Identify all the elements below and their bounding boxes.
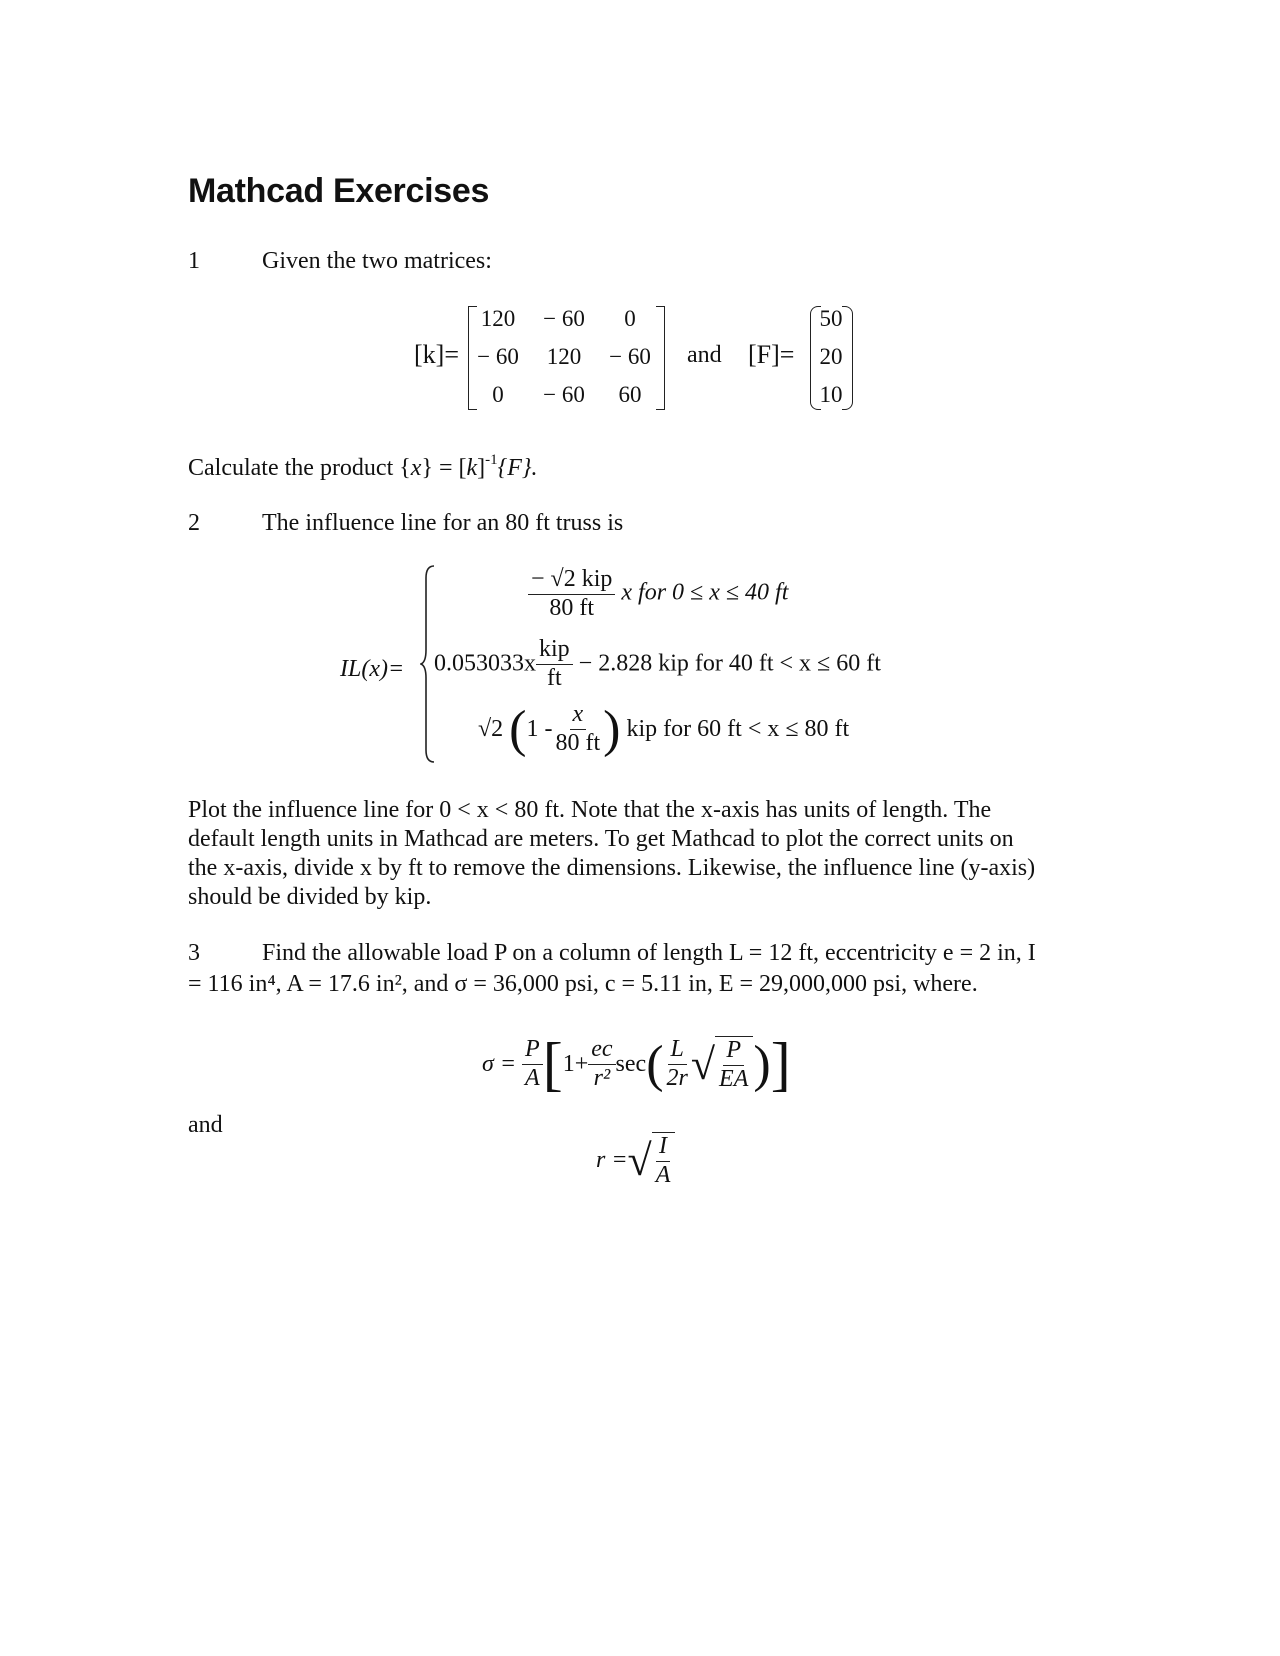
f-cell-r1: 50 [819,306,843,331]
calc-text-mid: } = [ [421,455,467,481]
case-3: √2 (1 - $\frac{x}{80 ft}$ ) kip for 60 ft < x ≤ 80 ft [478,701,850,758]
case-3-denominator: 80 ft [555,730,601,756]
paragraph-line-3: the x-axis, divide x by ft to remove the dimensions. Likewise, the influence line (y-axis) [188,855,1036,881]
eq-L: L [668,1036,687,1065]
k-label: [k]= [414,340,459,369]
calc-text-close: ] [477,455,486,481]
eq-EA: EA [719,1065,749,1092]
k-cell-r2-c1: − 60 [477,344,519,369]
eq-one-plus: 1+ [562,1051,589,1077]
eq-ec: ec [588,1036,615,1065]
sigma-equation: σ = $\frac{P}{A}$ [1+ $\frac{ec}{\text{r²}}$ sec( $\frac{L}{2r}$ √ $\frac{P}{EA}$ )] [482,1031,791,1097]
exercise-3-line-2: = 116 in⁴, A = 17.6 in², and σ = 36,000 psi, c = 5.11 in, E = 29,000,000 psi, where. [188,971,978,997]
exercise-1-number: 1 [188,248,200,274]
eq-sigma: σ = [482,1051,517,1077]
paragraph-line-1: Plot the influence line for 0 < x < 80 ft. Note that the x-axis has units of length. The [188,797,992,823]
eq-r: r = [596,1147,628,1174]
calc-text-prefix: Calculate the product { [188,455,411,481]
k-cell-r1-c2: − 60 [543,306,585,331]
case-2-condition: − 2.828 kip for 40 ft < x ≤ 60 ft [578,650,881,677]
k-cell-r3-c2: − 60 [543,382,585,407]
case-3-condition: kip for 60 ft < x ≤ 80 ft [626,716,850,742]
case-1 [528,566,788,622]
k-cell-r2-c2: 120 [546,344,582,369]
exercise-2-text: The influence line for an 80 ft truss is [262,510,624,536]
eq-I: I [656,1133,670,1162]
calc-inverse-sup: -1 [485,452,498,468]
k-cell-r1-c1: 120 [480,306,516,331]
eq-A2: A [655,1161,671,1188]
f-cell-r3: 10 [819,382,843,407]
k-cell-r1-c3: 0 [624,306,636,331]
exercise-2-paragraph [188,796,1088,912]
eq-sec: sec [615,1051,647,1077]
il-label: IL(x)= [340,656,405,682]
paragraph-line-2: default length units in Mathcad are meters. To get Mathcad to plot the correct units on [188,826,1014,852]
f-cell-r2: 20 [819,344,843,369]
case-3-numerator: x [570,701,587,730]
exercise-3-line-1: Find the allowable load P on a column of length L = 12 ft, eccentricity e = 2 in, I [262,940,1036,966]
k-cell-r3-c1: 0 [492,382,504,407]
f-label: [F]= [748,340,795,369]
calc-k: k [466,455,478,481]
exercise-2-number: 2 [188,510,200,536]
k-cell-r2-c3: − 60 [609,344,651,369]
case-2-denominator: ft [547,664,562,691]
calc-F: {F}. [497,455,538,481]
case-1-denominator: 80 ft [549,594,595,621]
calculate-product-line [188,452,538,482]
and-connector: and [188,1112,223,1138]
case-3-root: √2 [478,716,504,742]
page-title: Mathcad Exercises [188,172,490,210]
and-word: and [687,342,722,368]
eq-P2: P [723,1037,744,1066]
exercise-3-number: 3 [188,940,200,966]
k-cell-r3-c3: 60 [618,382,642,407]
case-2-coefficient: 0.053033x [434,650,536,677]
case-1-numerator: − √2 kip [528,566,615,595]
case-2 [434,636,881,692]
eq-A: A [525,1065,540,1091]
case-1-condition: x for 0 ≤ x ≤ 40 ft [621,579,789,606]
eq-P: P [522,1036,543,1065]
paragraph-line-4: should be divided by kip. [188,884,432,910]
r-equation: r =√ $\frac{I}{A}$ [596,1132,675,1189]
exercise-1-text: Given the two matrices: [262,248,492,274]
case-2-numerator: kip [536,636,573,665]
eq-2r: 2r [666,1065,688,1091]
calc-x: x [410,455,422,481]
eq-r2: r² [593,1065,611,1091]
case-3-one: 1 - [526,716,553,742]
